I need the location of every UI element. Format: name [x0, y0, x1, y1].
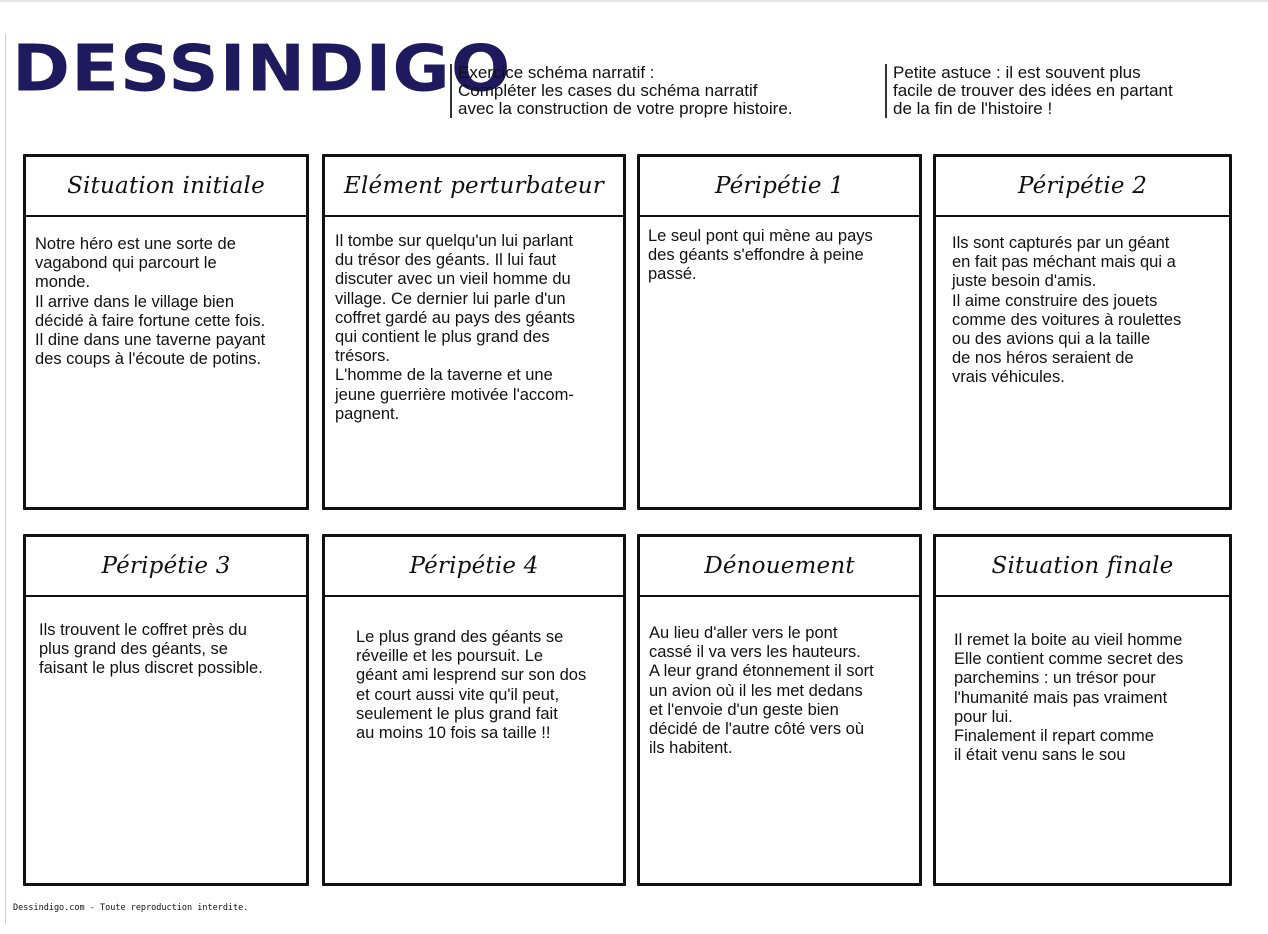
tip-note — [885, 64, 1173, 118]
card-peripetie-3 — [23, 534, 309, 886]
exercise-line-1: Exercice schéma narratif : — [458, 63, 655, 82]
card-peripetie-4 — [322, 534, 626, 886]
card-peripetie-1 — [637, 154, 922, 510]
card-text: Le plus grand des géants se réveille et les poursuit. Le géant ami lesprend sur son dos et court aussi vite qu'il peut, seulement le plus grand fait au moins 10 fois sa taille !! — [356, 628, 587, 743]
card-title: Dénouement — [640, 537, 919, 597]
exercise-line-2: Compléter les cases du schéma narratif — [458, 81, 758, 100]
dessindigo-logo: DESSINDIGO — [12, 30, 512, 106]
card-text: Le seul pont qui mène au pays des géants s'effondre à peine passé. — [648, 227, 873, 284]
top-divider — [0, 0, 1268, 2]
card-title: Péripétie 4 — [325, 537, 623, 597]
copyright-footer: Dessindigo.com - Toute reproduction interdite. — [13, 903, 249, 913]
card-title: Péripétie 2 — [936, 157, 1229, 217]
card-text: Il tombe sur quelqu'un lui parlant du trésor des géants. Il lui faut discuter avec un vieil homme du village. Ce dernier lui parle d'un coffret gardé au pays des géants qui contient le plus grand des trésors. L'homme de la taverne et une jeune guerrière motivée l'accom- pagnent. — [335, 232, 576, 423]
exercise-line-3: avec la construction de votre propre histoire. — [458, 99, 793, 118]
card-title: Situation finale — [936, 537, 1229, 597]
card-title: Péripétie 1 — [640, 157, 919, 217]
card-text: Notre héro est une sorte de vagabond qui parcourt le monde. Il arrive dans le village bien décidé à faire fortune cette fois. Il dine dans une taverne payant des coups à l'écoute de potins. — [35, 235, 266, 369]
card-text: Ils trouvent le coffret près du plus grand des géants, se faisant le plus discret possible. — [39, 621, 263, 678]
tip-line-3: de la fin de l'histoire ! — [893, 99, 1053, 118]
card-text: Ils sont capturés par un géant en fait pas méchant mais qui a juste besoin d'amis. Il aime construire des jouets comme des voitures à roulettes ou des avions qui a la taille de nos héros seraient de vrais véhicules. — [952, 234, 1182, 387]
card-situation-initiale — [23, 154, 309, 510]
card-denouement — [637, 534, 922, 886]
tip-line-2: facile de trouver des idées en partant — [893, 81, 1173, 100]
card-peripetie-2 — [933, 154, 1232, 510]
left-divider — [5, 34, 6, 924]
card-situation-finale — [933, 534, 1232, 886]
card-text: Il remet la boite au vieil homme Elle contient comme secret des parchemins : un trésor pour l'humanité mais pas vraiment pour lui. Finalement il repart comme il était venu sans le sou — [954, 631, 1184, 765]
exercise-instructions — [450, 64, 793, 118]
tip-line-1: Petite astuce : il est souvent plus — [893, 63, 1141, 82]
card-text: Au lieu d'aller vers le pont cassé il va vers les hauteurs. A leur grand étonnement il sort un avion où il les met dedans et l'envoie d'un geste bien décidé de l'autre côté vers où ils habitent. — [649, 624, 874, 758]
card-title: Situation initiale — [26, 157, 306, 217]
card-title: Péripétie 3 — [26, 537, 306, 597]
card-title: Elément perturbateur — [325, 157, 623, 217]
card-element-perturbateur — [322, 154, 626, 510]
